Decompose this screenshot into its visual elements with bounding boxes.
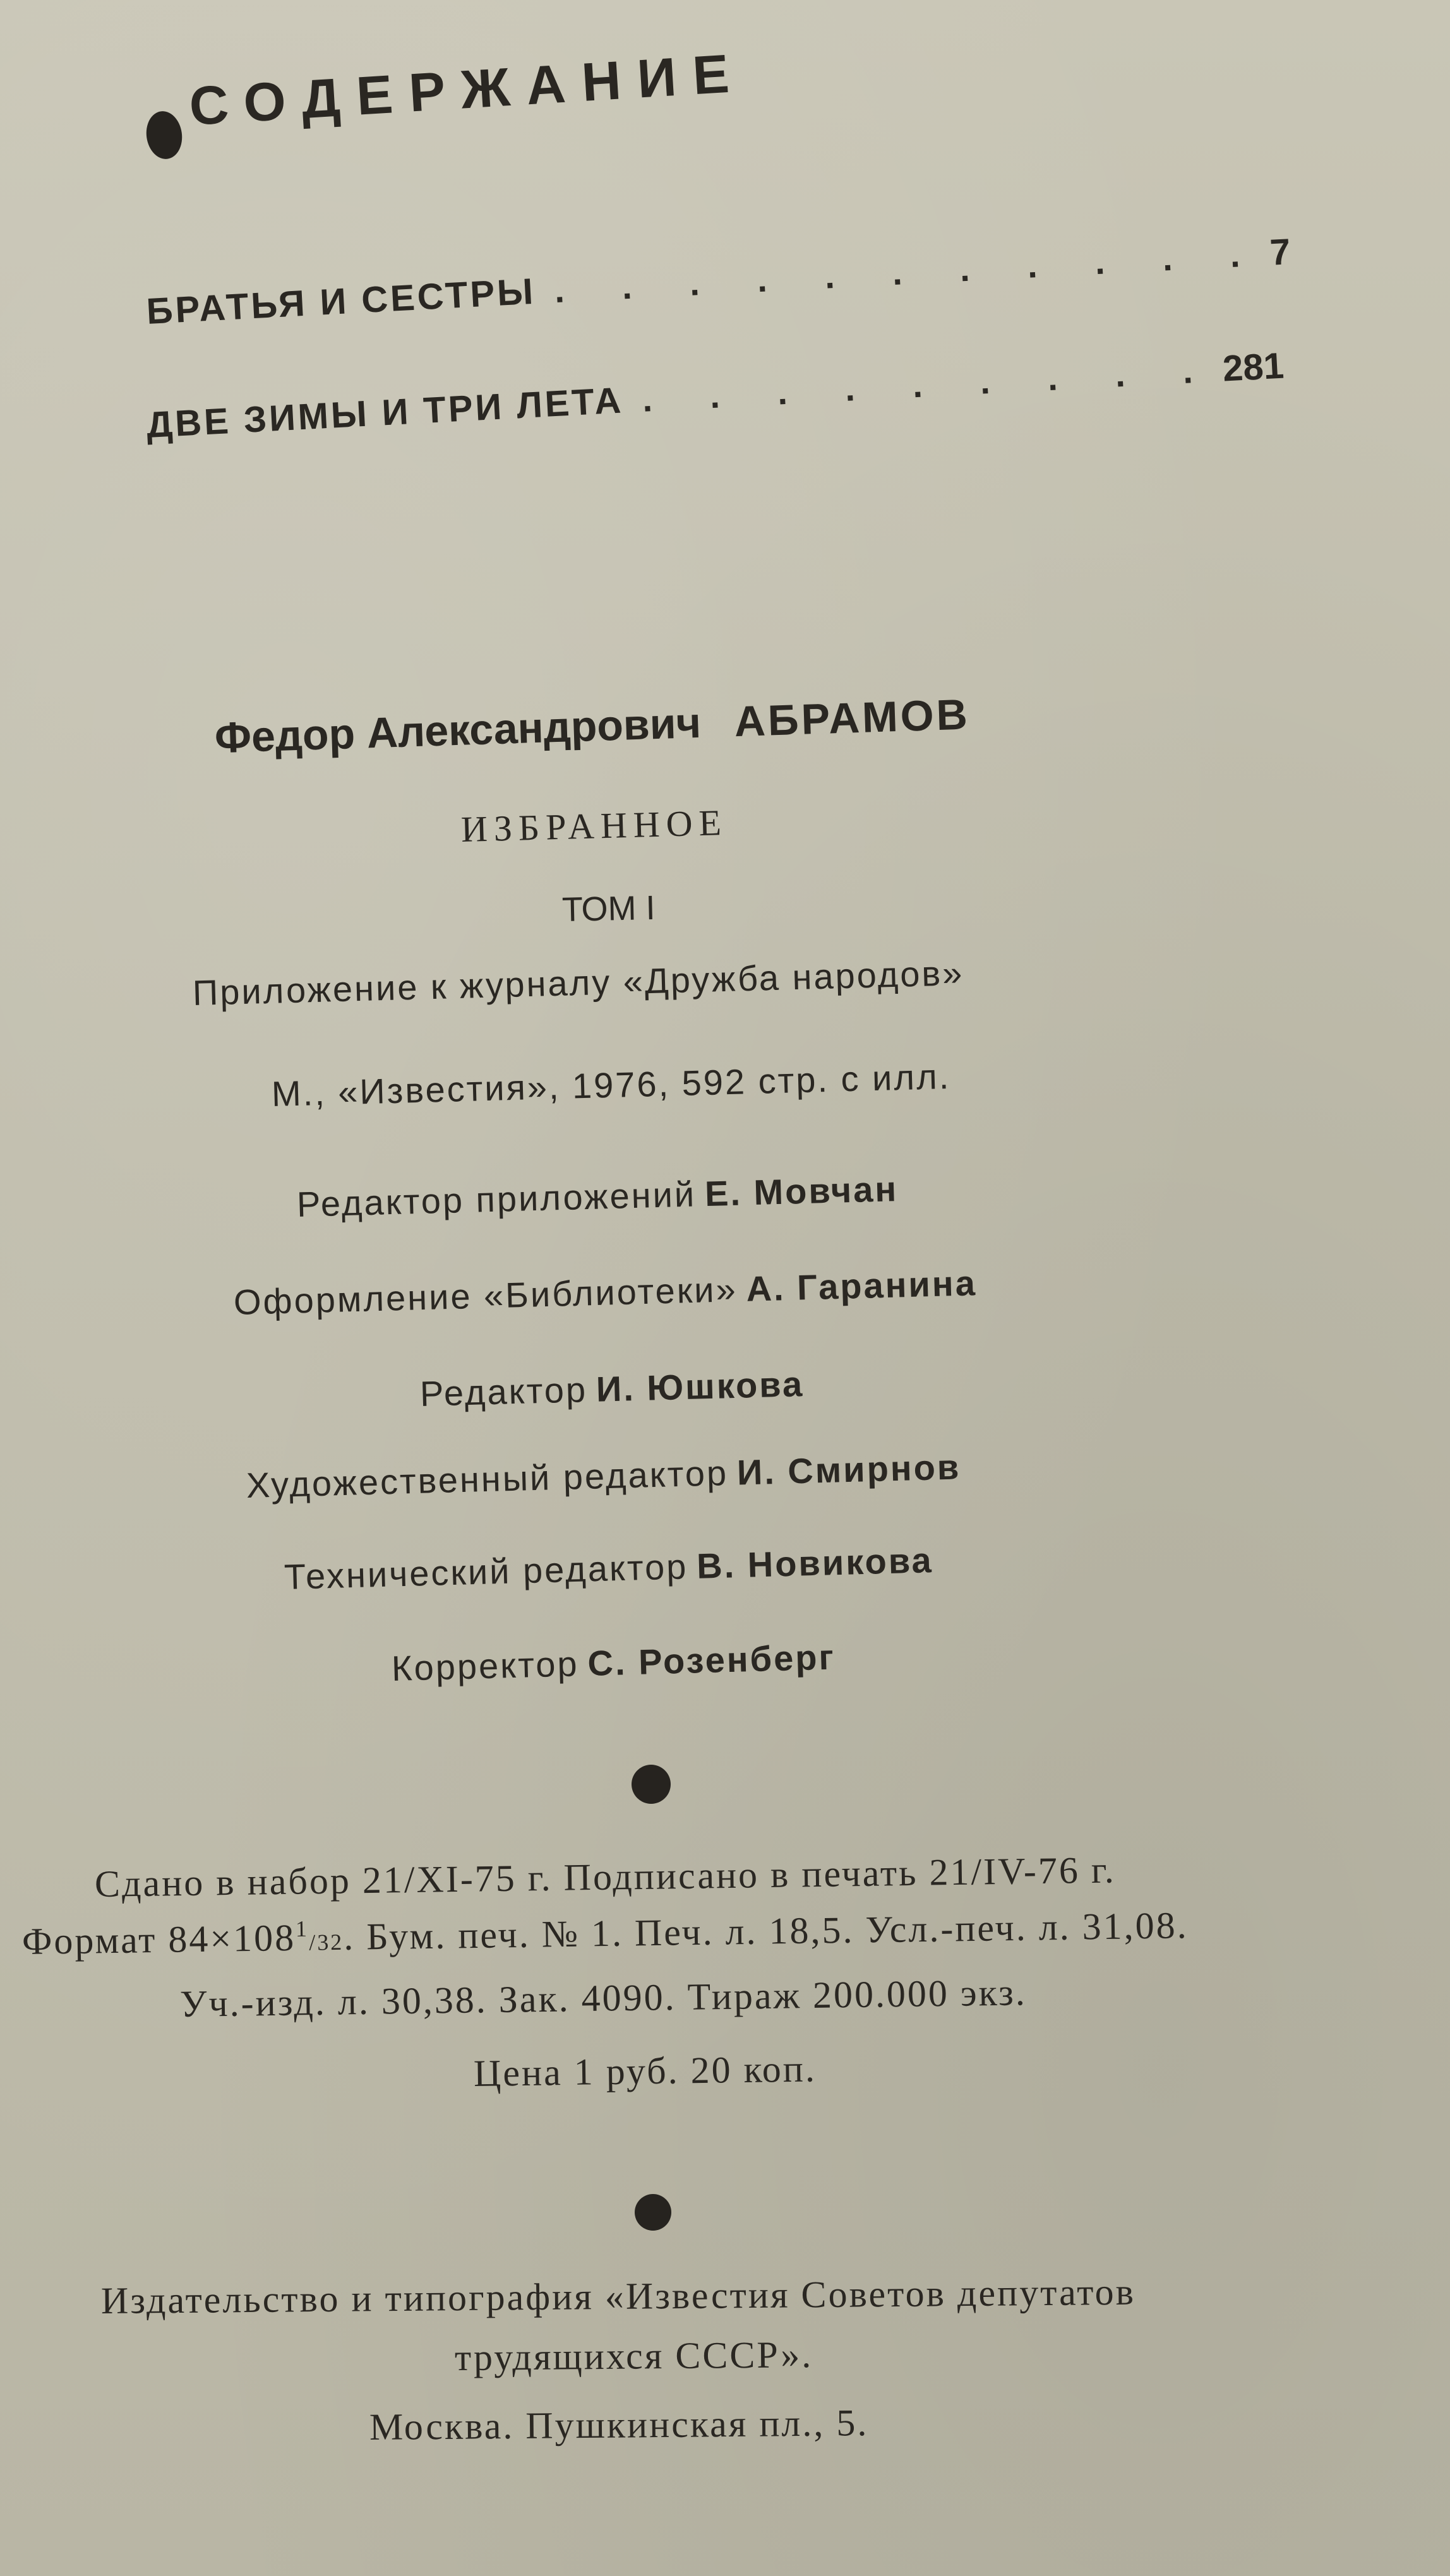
toc-item bbox=[145, 345, 1285, 446]
volume-label: ТОМ I bbox=[561, 888, 656, 929]
credit-name: Е. Мовчан bbox=[704, 1169, 899, 1214]
separator-bullet-icon bbox=[632, 1765, 671, 1804]
format-subscript: /32 bbox=[308, 1929, 344, 1955]
author-line bbox=[214, 689, 971, 763]
supplement-line: Приложение к журналу «Дружба народов» bbox=[192, 953, 965, 1013]
credit-role: Редактор приложений bbox=[296, 1174, 697, 1224]
credit-role: Технический редактор bbox=[284, 1546, 689, 1597]
work-title: ИЗБРАННОЕ bbox=[460, 801, 728, 850]
toc-item-page: 281 bbox=[1221, 345, 1285, 390]
credit-name: А. Гаранина bbox=[745, 1263, 978, 1309]
credit-role: Художественный редактор bbox=[246, 1453, 729, 1505]
price-line: Цена 1 руб. 20 коп. bbox=[473, 2048, 817, 2094]
credit-line bbox=[233, 1262, 977, 1323]
contents-heading: СОДЕРЖАНИЕ bbox=[188, 42, 747, 137]
toc-item-page: 7 bbox=[1269, 231, 1291, 273]
format-superscript: 1 bbox=[295, 1916, 309, 1941]
format-line bbox=[22, 1903, 1189, 1964]
toc-item-leader: . . . . . . . . . bbox=[641, 349, 1218, 419]
publication-line: М., «Известия», 1976, 592 стр. с илл. bbox=[271, 1056, 951, 1114]
format-prefix: Формат 84×108 bbox=[21, 1916, 296, 1962]
toc-item-title: БРАТЬЯ И СЕСТРЫ bbox=[145, 270, 537, 332]
credit-role: Оформление «Библиотеки» bbox=[233, 1269, 738, 1322]
author-surname: АБРАМОВ bbox=[733, 690, 971, 746]
print-run-line: Уч.-изд. л. 30,38. Зак. 4090. Тираж 200.000 экз. bbox=[179, 1971, 1028, 2025]
credit-role: Редактор bbox=[419, 1369, 588, 1414]
separator-bullet-icon bbox=[635, 2194, 671, 2231]
typesetting-dates: Сдано в набор 21/XI-75 г. Подписано в печать 21/IV-76 г. bbox=[94, 1849, 1117, 1905]
contents-bullet-icon bbox=[143, 109, 185, 161]
credit-name: С. Розенберг bbox=[587, 1637, 836, 1683]
credit-name: И. Юшкова bbox=[596, 1364, 805, 1409]
credit-line bbox=[419, 1363, 805, 1414]
toc-item-title: ДВЕ ЗИМЫ И ТРИ ЛЕТА bbox=[145, 379, 625, 446]
format-suffix: . Бум. печ. № 1. Печ. л. 18,5. Усл.-печ. л. 31,08. bbox=[343, 1904, 1189, 1958]
credit-line bbox=[246, 1446, 961, 1506]
toc-item-leader: . . . . . . . . . . . bbox=[553, 233, 1265, 311]
credit-name: В. Новикова bbox=[696, 1540, 934, 1586]
author-given-names: Федор Александрович bbox=[213, 698, 702, 762]
toc-item bbox=[145, 230, 1291, 333]
credit-line bbox=[391, 1637, 836, 1689]
credit-line bbox=[284, 1539, 933, 1597]
publisher-address: Москва. Пушкинская пл., 5. bbox=[369, 2402, 869, 2448]
credit-role: Корректор bbox=[391, 1643, 580, 1688]
credit-name: И. Смирнов bbox=[736, 1446, 961, 1493]
publisher-line: трудящихся СССР». bbox=[454, 2334, 813, 2378]
publisher-line: Издательство и типография «Известия Советов депутатов bbox=[100, 2270, 1136, 2322]
credit-line bbox=[296, 1168, 899, 1225]
